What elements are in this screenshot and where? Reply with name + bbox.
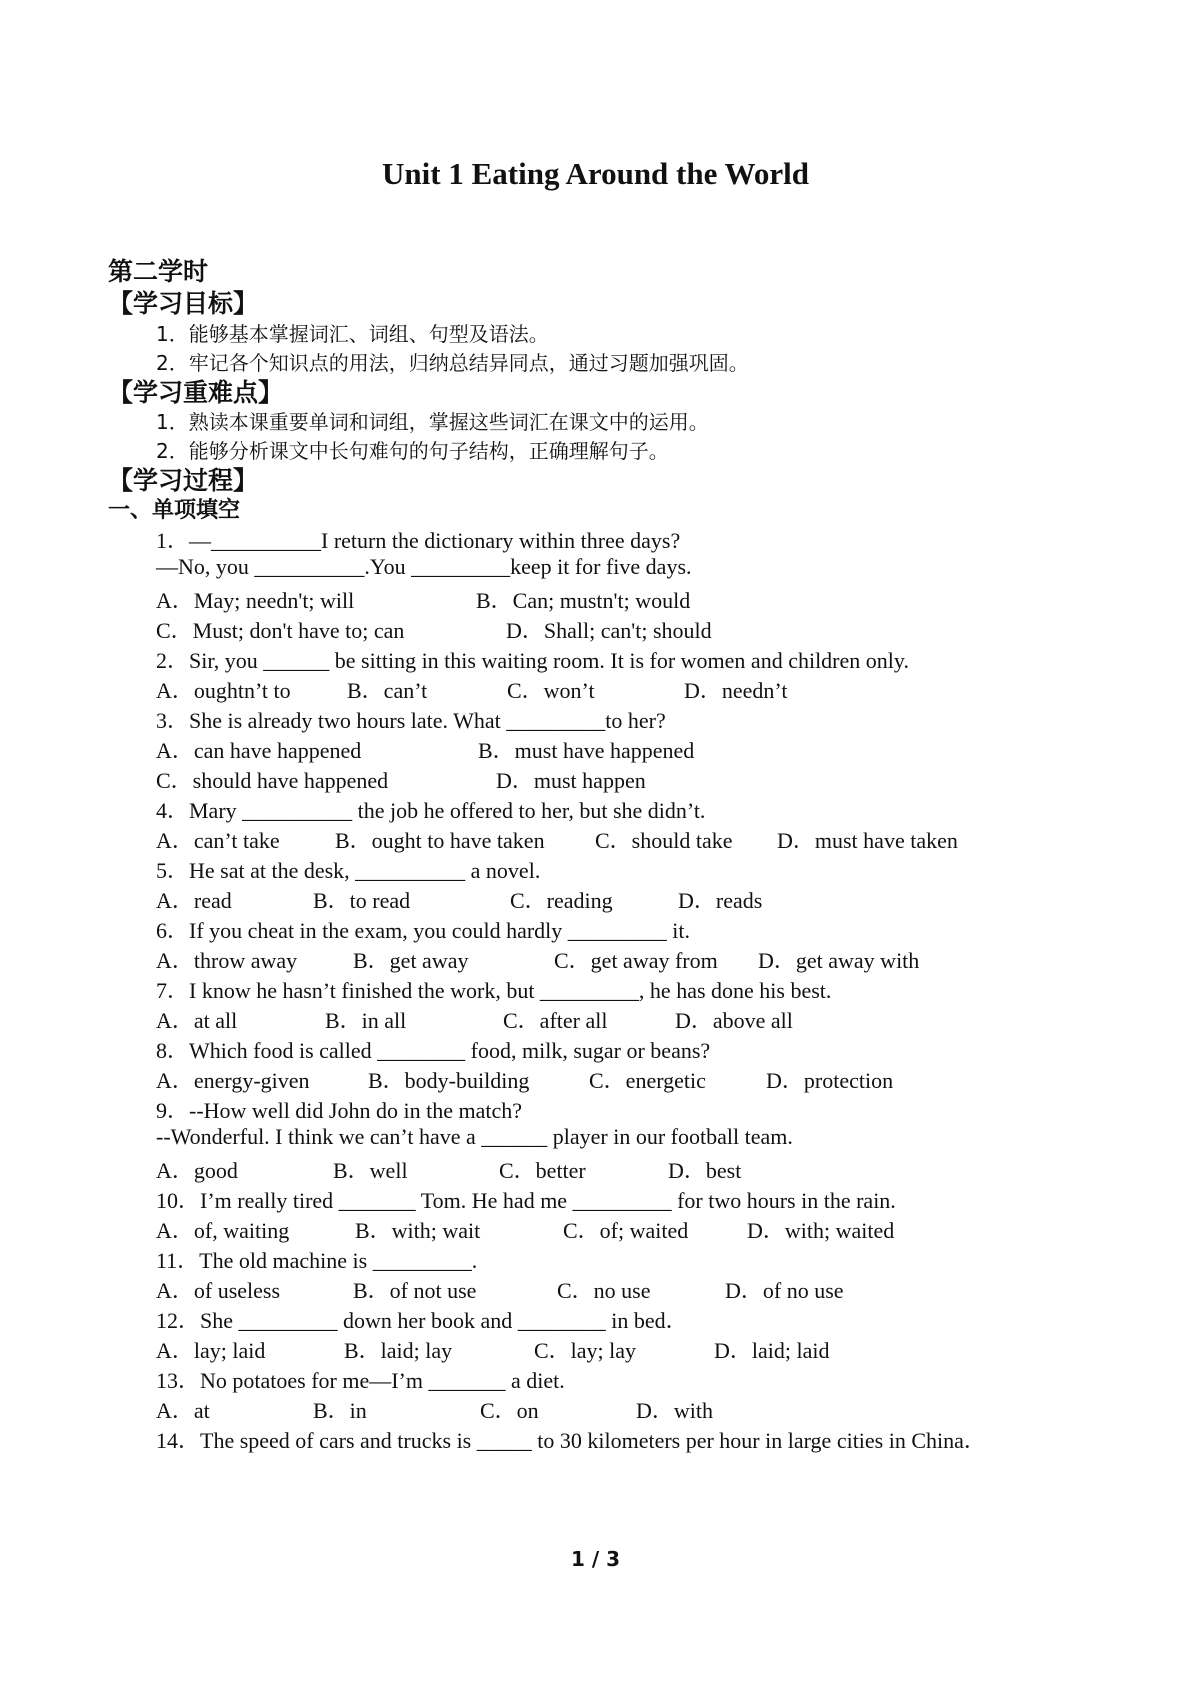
option: C．should take bbox=[595, 828, 733, 853]
option: D．needn’t bbox=[684, 678, 788, 703]
option: B．to read bbox=[313, 888, 411, 913]
option: B．of not use bbox=[353, 1278, 477, 1303]
goal-item: 2．牢记各个知识点的用法，归纳总结异同点，通过习题加强巩固。 bbox=[156, 351, 749, 375]
question-stem: 5．He sat at the desk, __________ a novel. bbox=[156, 858, 541, 883]
question-stem: 11．The old machine is _________. bbox=[156, 1248, 478, 1273]
part-heading: 一、单项填空 bbox=[108, 498, 241, 523]
focus-heading: 【学习重难点】 bbox=[108, 378, 284, 407]
lesson-heading: 第二学时 bbox=[108, 257, 209, 286]
question-stem: 8．Which food is called ________ food, milk, sugar or beans? bbox=[156, 1038, 711, 1063]
question-stem: --Wonderful. I think we can’t have a ______ player in our football team. bbox=[156, 1124, 793, 1149]
option: A．May; needn't; will bbox=[156, 588, 355, 613]
option: D．above all bbox=[675, 1008, 793, 1033]
option: C．better bbox=[499, 1158, 586, 1183]
option: D．best bbox=[668, 1158, 742, 1183]
document-title: Unit 1 Eating Around the World bbox=[382, 156, 809, 191]
question-stem: 9．--How well did John do in the match? bbox=[156, 1098, 522, 1123]
option: B．Can; mustn't; would bbox=[476, 588, 691, 613]
focus-item: 2．能够分析课文中长句难句的句子结构，正确理解句子。 bbox=[156, 439, 669, 463]
option: A．at all bbox=[156, 1008, 238, 1033]
question-stem: 2．Sir, you ______ be sitting in this waiting room. It is for women and children only. bbox=[156, 648, 909, 673]
option: D．reads bbox=[678, 888, 763, 913]
option: C．lay; lay bbox=[534, 1338, 637, 1363]
option: D．with; waited bbox=[747, 1218, 895, 1243]
question-stem: 12．She _________ down her book and ________ in bed． bbox=[156, 1308, 688, 1333]
option: D．with bbox=[636, 1398, 714, 1423]
option: B．laid; lay bbox=[344, 1338, 453, 1363]
option: A．lay; laid bbox=[156, 1338, 266, 1363]
question-stem: —No, you __________.You _________keep it for five days. bbox=[156, 554, 692, 579]
question-stem: 13．No potatoes for me—I’m _______ a diet. bbox=[156, 1368, 565, 1393]
option: D．Shall; can't; should bbox=[506, 618, 712, 643]
option: B．in all bbox=[325, 1008, 407, 1033]
option: D．get away with bbox=[758, 948, 920, 973]
option: A．at bbox=[156, 1398, 210, 1423]
option: B．in bbox=[313, 1398, 367, 1423]
option: D．laid; laid bbox=[714, 1338, 830, 1363]
option: A．can have happened bbox=[156, 738, 362, 763]
option: A．oughtn’t to bbox=[156, 678, 291, 703]
option: C．on bbox=[480, 1398, 539, 1423]
option: C．reading bbox=[510, 888, 613, 913]
option: B．get away bbox=[353, 948, 469, 973]
focus-item: 1．熟读本课重要单词和词组，掌握这些词汇在课文中的运用。 bbox=[156, 410, 709, 434]
option: A．of useless bbox=[156, 1278, 281, 1303]
option: D．of no use bbox=[725, 1278, 844, 1303]
question-stem: 6．If you cheat in the exam, you could hardly _________ it. bbox=[156, 918, 690, 943]
option: A．of, waiting bbox=[156, 1218, 290, 1243]
option: C．of; waited bbox=[563, 1218, 689, 1243]
option: A．good bbox=[156, 1158, 238, 1183]
option: C．after all bbox=[503, 1008, 608, 1033]
option: D．must happen bbox=[496, 768, 646, 793]
option: C．energetic bbox=[589, 1068, 706, 1093]
option: A．throw away bbox=[156, 948, 298, 973]
option: A．read bbox=[156, 888, 232, 913]
option: D．protection bbox=[766, 1068, 894, 1093]
option: C．should have happened bbox=[156, 768, 389, 793]
option: B．must have happened bbox=[478, 738, 695, 763]
question-stem: 4．Mary __________ the job he offered to her, but she didn’t. bbox=[156, 798, 706, 823]
option: C．no use bbox=[557, 1278, 651, 1303]
option: C．get away from bbox=[554, 948, 718, 973]
question-stem: 3．She is already two hours late. What _________to her? bbox=[156, 708, 666, 733]
option: B．with; wait bbox=[355, 1218, 481, 1243]
option: A．can’t take bbox=[156, 828, 280, 853]
question-stem: 1．—__________I return the dictionary within three days? bbox=[156, 528, 681, 553]
process-heading: 【学习过程】 bbox=[108, 466, 259, 495]
option: D．must have taken bbox=[777, 828, 958, 853]
option: B．can’t bbox=[347, 678, 428, 703]
goal-item: 1．能够基本掌握词汇、词组、句型及语法。 bbox=[156, 322, 549, 346]
question-stem: 7．I know he hasn’t finished the work, but _________, he has done his best. bbox=[156, 978, 832, 1003]
option: C．won’t bbox=[507, 678, 595, 703]
question-stem: 10．I’m really tired _______ Tom. He had me _________ for two hours in the rain. bbox=[156, 1188, 896, 1213]
option: A．energy-given bbox=[156, 1068, 310, 1093]
option: B．ought to have taken bbox=[335, 828, 545, 853]
question-stem: 14．The speed of cars and trucks is _____ to 30 kilometers per hour in large cities in China． bbox=[156, 1428, 986, 1453]
option: C．Must; don't have to; can bbox=[156, 618, 405, 643]
goals-heading: 【学习目标】 bbox=[108, 289, 259, 318]
option: B．well bbox=[333, 1158, 408, 1183]
option: B．body-building bbox=[368, 1068, 530, 1093]
page-number: 1 / 3 bbox=[570, 1547, 621, 1571]
